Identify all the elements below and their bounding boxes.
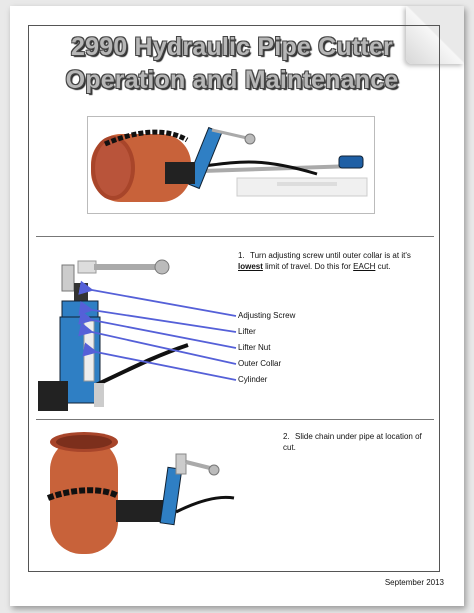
label-outer-collar: Outer Collar [238,359,282,368]
label-lifter-nut: Lifter Nut [238,343,271,352]
document-title-line2: Operation and Maintenance [65,66,399,94]
section-divider-2 [36,419,434,420]
label-cylinder: Cylinder [238,375,268,384]
document-title-line1: 2990 Hydraulic Pipe Cutter [71,33,393,61]
footer-date: September 2013 [384,578,444,587]
step-2-text: 2. Slide chain under pipe at location of cut. [283,432,422,452]
step-1-number: 1. [238,251,245,260]
step-1-emphasis: lowest [238,262,263,271]
step-1-text: 1. Turn adjusting screw until outer collar is at it's lowest limit of travel. Do this for EACH cut. [238,251,411,271]
step-2-number: 2. [283,432,290,441]
step-1-underlined: EACH [353,262,376,271]
label-lifter: Lifter [238,327,256,336]
label-adjusting-screw: Adjusting Screw [238,311,296,320]
chain-under-pipe-photo [44,428,234,562]
